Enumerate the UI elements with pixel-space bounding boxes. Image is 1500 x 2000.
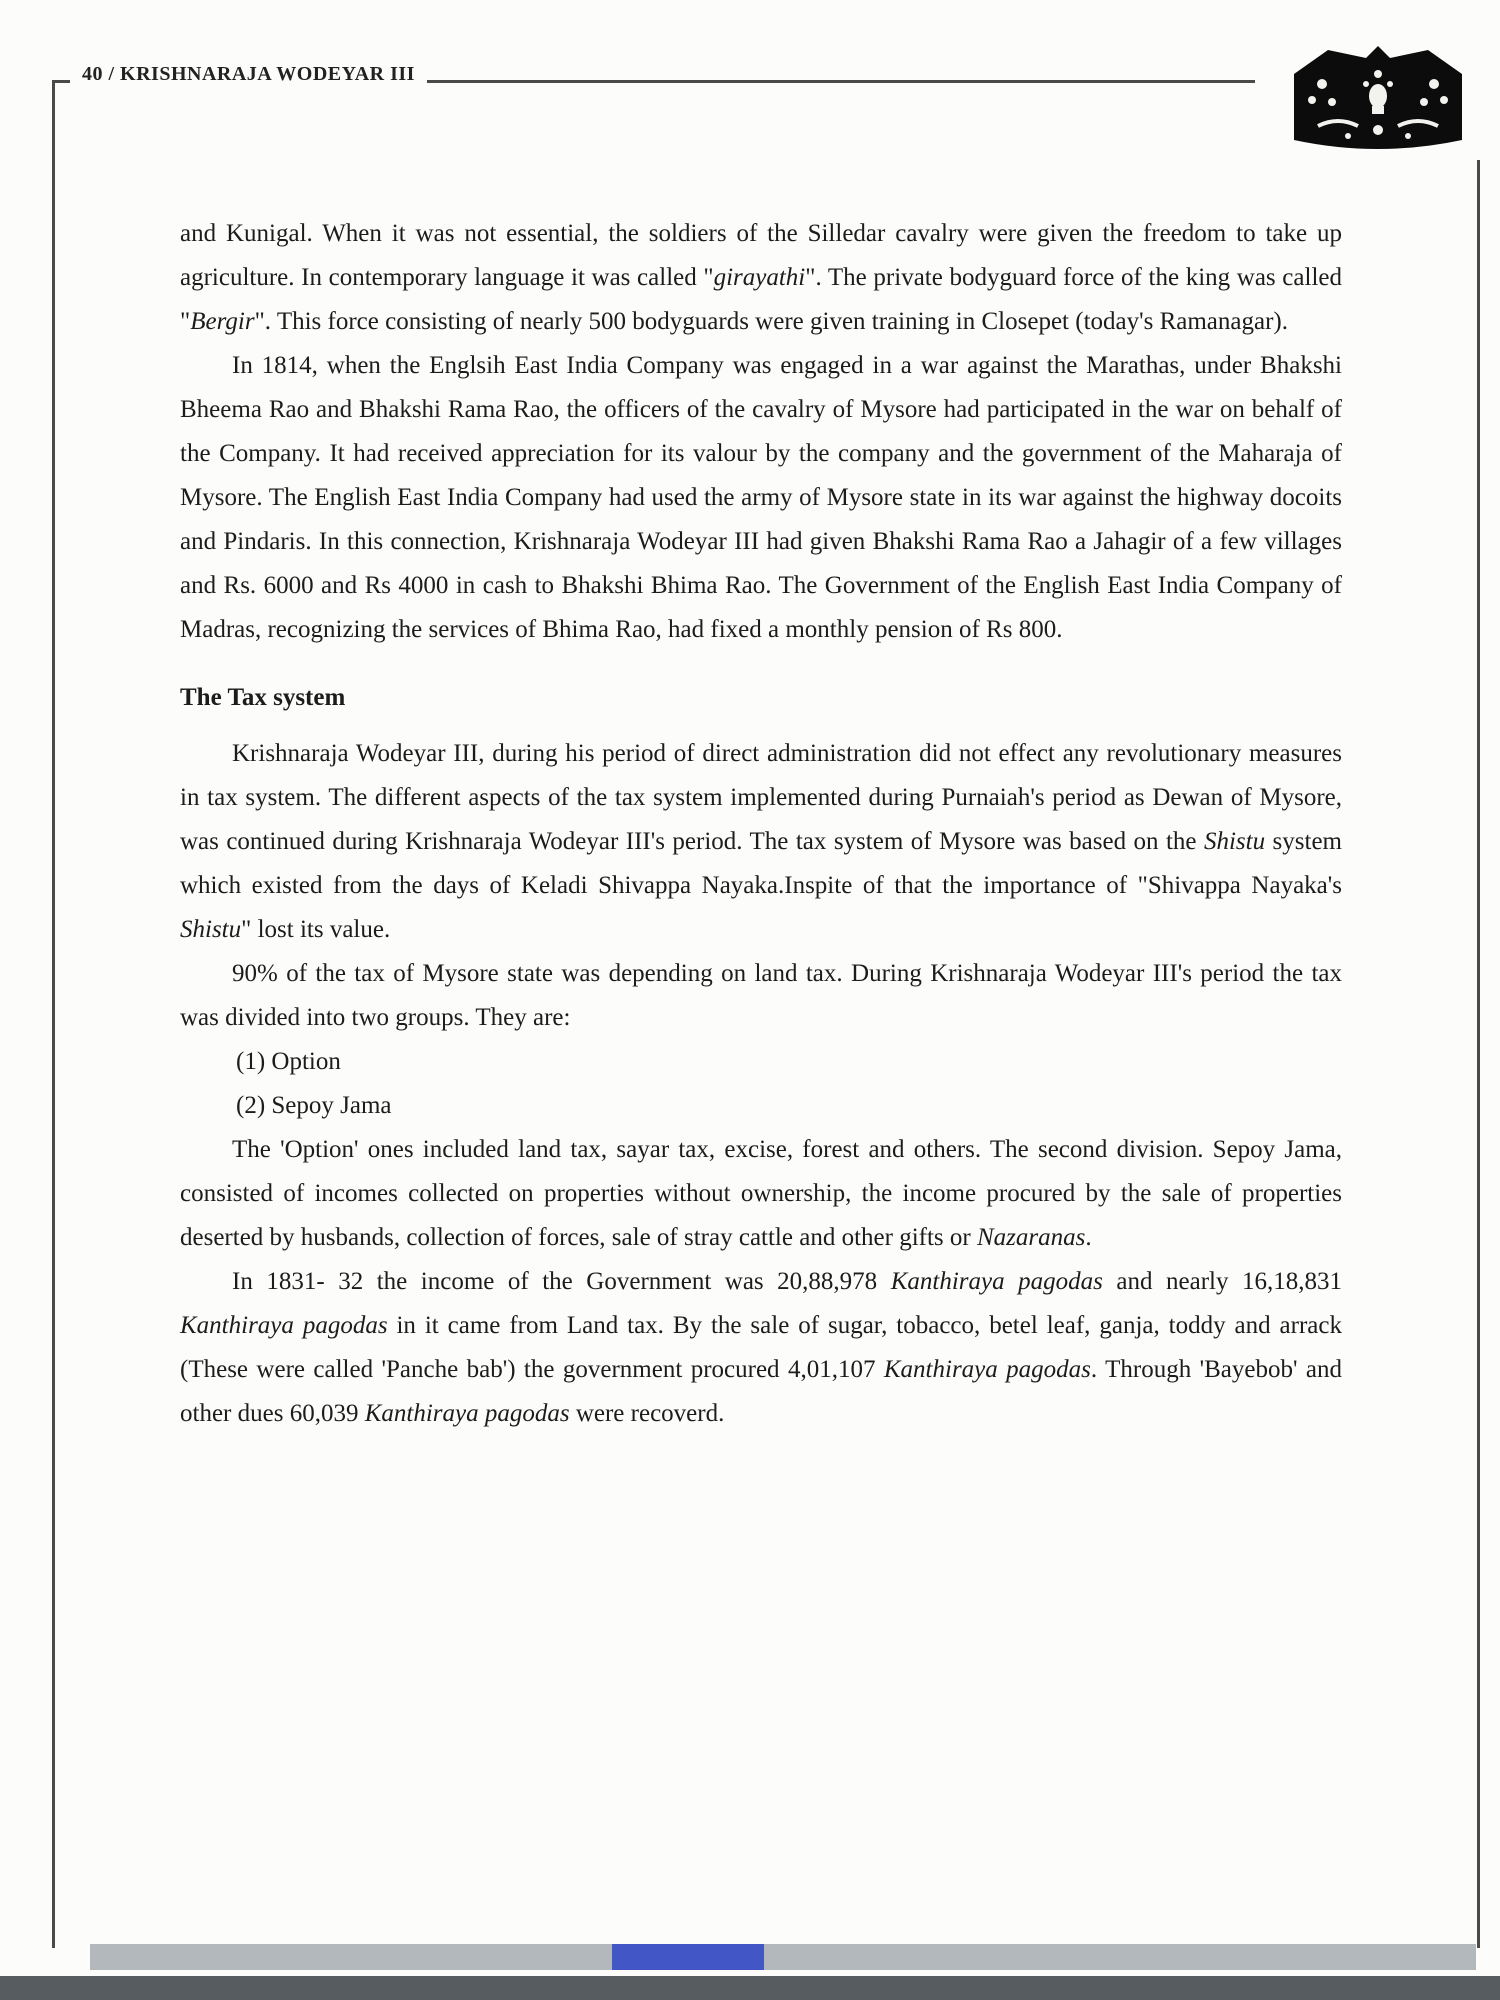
italic-text-segment: girayathi [713, 264, 806, 291]
text-segment: were recoverd. [569, 1400, 725, 1427]
text-segment: 90% of the tax of Mysore state was depending on land tax. During Krishnaraja Wodeyar III's period the tax was divided into two groups. They are: [180, 960, 1342, 1031]
text-segment: (2) Sepoy Jama [236, 1092, 392, 1119]
paragraph [180, 1260, 1342, 1436]
running-header: 40 / KRISHNARAJA WODEYAR III [70, 63, 427, 86]
scan-artifact-blue-mark [612, 1944, 764, 1970]
italic-text-segment: Nazaranas [976, 1224, 1086, 1251]
paragraph [180, 212, 1342, 344]
text-segment: In 1814, when the Englsih East India Company was engaged in a war against the Marathas, under Bhakshi Bheema Rao and Bhakshi Rama Rao, the officers of the cavalry of Mysore had participated in the war on behalf of the Company. It had received appreciation for its valour by the company and the government of the Maharaja of Mysore. The English East India Company had used the army of Mysore state in its war against the highway docoits and Pindaris. In this connection, Krishnaraja Wodeyar III had given Bhakshi Rama Rao a Jahagir of a few villages and Rs. 6000 and Rs 4000 in cash to Bhakshi Bhima Rao. The Government of the English East India Company of Madras, recognizing the services of Bhima Rao, had fixed a monthly pension of Rs 800. [180, 352, 1342, 643]
crest-graphic [1288, 44, 1468, 154]
paragraph [180, 952, 1342, 1040]
scan-artifact-bottom-edge [0, 1976, 1500, 2000]
page-body [180, 212, 1342, 1436]
text-segment: and nearly 16,18,831 [1102, 1268, 1343, 1295]
italic-text-segment: Kanthiraya pagodas [364, 1400, 570, 1427]
text-segment: . [1085, 1224, 1092, 1251]
italic-text-segment: Shistu [180, 916, 242, 943]
italic-text-segment: Kanthiraya pagodas [890, 1268, 1103, 1295]
paragraph [180, 344, 1342, 652]
text-segment: ". This force consisting of nearly 500 bodyguards were given training in Closepet (today's Ramanagar). [254, 308, 1288, 335]
scan-artifact-bar [90, 1944, 1476, 1970]
section-heading: The Tax system [180, 684, 346, 711]
text-segment: ". The private bodyguard force of the king was called " [180, 264, 1342, 335]
text-segment: and Kunigal. When it was not essential, the soldiers of the Silledar cavalry were given the freedom to take up agriculture. In contemporary language it was called " [180, 220, 1342, 291]
italic-text-segment: Bergir [190, 308, 255, 335]
italic-text-segment: Shistu [1203, 828, 1266, 855]
paragraph [180, 1128, 1342, 1260]
text-segment: in it came from Land tax. By the sale of sugar, tobacco, betel leaf, ganja, toddy and arrack (These were called 'Panche bab') the government procured 4,01,107 [180, 1312, 1342, 1383]
italic-text-segment: Kanthiraya pagodas [883, 1356, 1091, 1383]
text-segment: . Through 'Bayebob' and other dues 60,039 [180, 1356, 1342, 1427]
text-segment: (1) Option [236, 1048, 341, 1075]
text-segment: Krishnaraja Wodeyar III, during his period of direct administration did not effect any revolutionary measures in tax system. The different aspects of the tax system implemented during Purnaiah's period as Dewan of Mysore, was continued during Krishnaraja Wodeyar III's period. The tax system of Mysore was based on the [180, 740, 1342, 855]
list-item [236, 1084, 1342, 1128]
italic-text-segment: Kanthiraya pagodas [180, 1312, 388, 1339]
text-segment: " lost its value. [241, 916, 391, 943]
paragraph [180, 732, 1342, 952]
text-segment: system which existed from the days of Keladi Shivappa Nayaka.Inspite of that the importance of "Shivappa Nayaka's [180, 828, 1342, 899]
text-segment: In 1831- 32 the income of the Government was 20,88,978 [232, 1268, 891, 1295]
list-item [236, 1040, 1342, 1084]
text-segment: The 'Option' ones included land tax, sayar tax, excise, forest and others. The second division. Sepoy Jama, consisted of incomes collected on properties without ownership, the income procured by the sale of properties deserted by husbands, collection of forces, sale of stray cattle and other gifts or [180, 1136, 1342, 1251]
publisher-crest-icon [1288, 44, 1468, 154]
